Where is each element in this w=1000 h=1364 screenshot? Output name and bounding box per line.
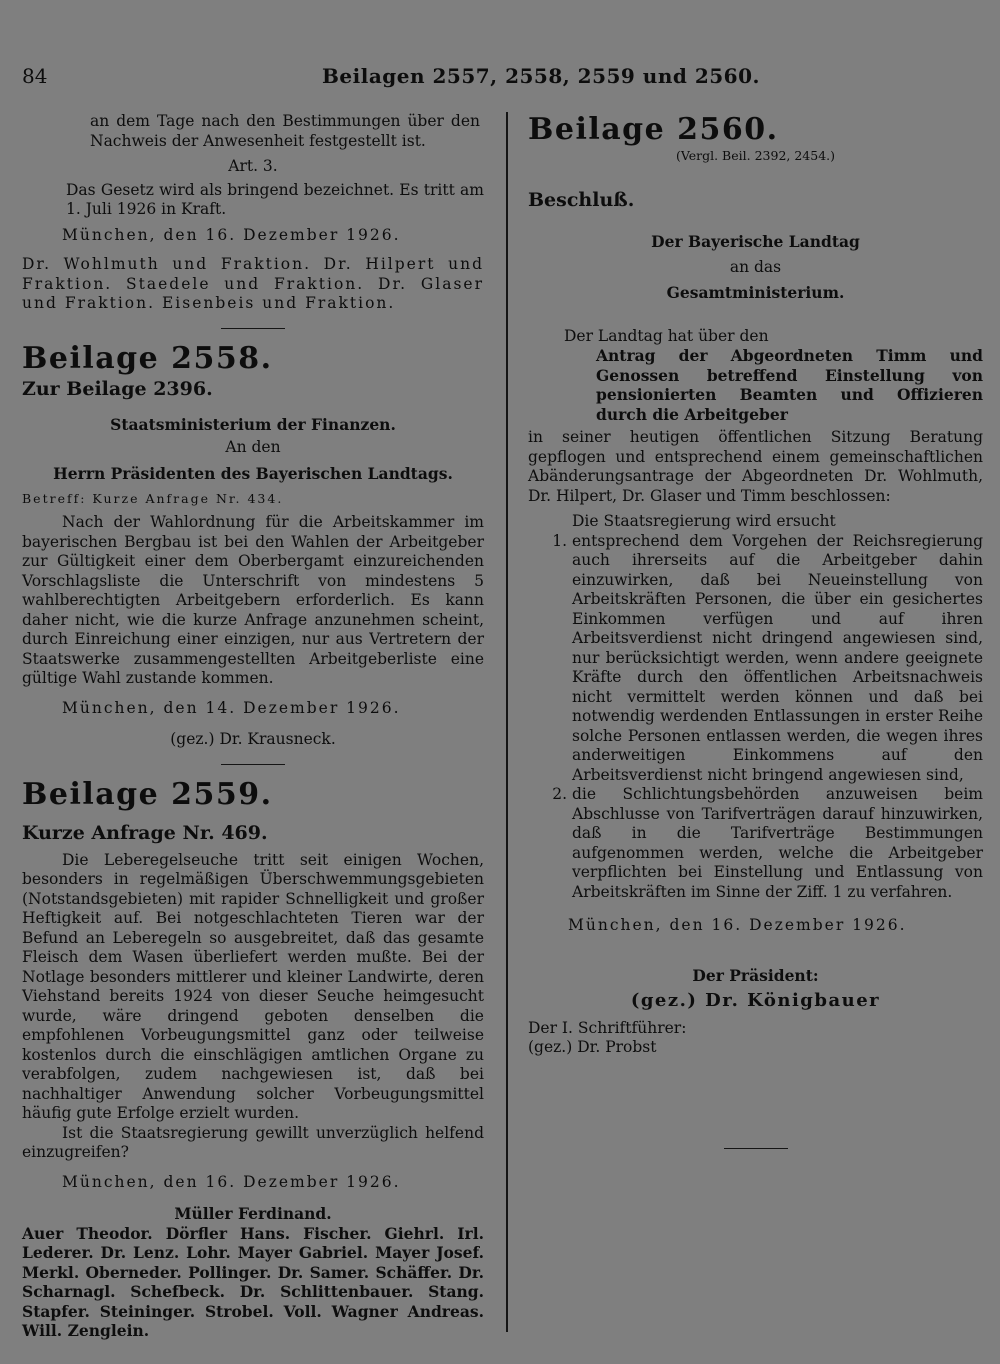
b2558-body: Nach der Wahlordnung für die Arbeitskammer im bayerischen Bergbau ist bei den Wahlen der Arbeitgeber zur Gültigkeit einer dem Oberbergamt einzureichenden Vorschlagsliste die Unterschrift von mindestens 5 wahlberechtigten Arbeitgebern erforderlich. Es kann daher nicht, wie die kurze Anfrage anzunehmen scheint, durch Einreichung einer einzigen, nur aus Vertretern der Staatswerke zusammengestellten Arbeitgeberliste eine gültige Wahl zustande kommen. xyxy=(22,513,484,687)
column-divider xyxy=(506,112,508,1332)
b2558-title: Beilage 2558. xyxy=(22,340,273,376)
section-rule xyxy=(221,764,285,765)
b2559-date: München, den 16. Dezember 1926. xyxy=(62,1172,401,1191)
president-label: Der Präsident: xyxy=(692,965,819,985)
b2557-text-2: Das Gesetz wird als bringend bezeichnet. Es tritt am 1. Juli 1926 in Kraft. xyxy=(66,180,484,218)
b2557-signers: Dr. Wohlmuth und Fraktion. Dr. Hilpert und Fraktion. Staedele und Fraktion. Dr. Glaser und Fraktion. Eisenbeis und Fraktion. xyxy=(22,255,484,312)
section-rule xyxy=(724,1148,788,1149)
b2557-art3: Art. 3. xyxy=(228,157,278,175)
b2559-title: Beilage 2559. xyxy=(22,776,273,812)
b2558-betreff: Betreff: Kurze Anfrage Nr. 434. xyxy=(22,491,284,506)
b2558-date: München, den 14. Dezember 1926. xyxy=(62,698,401,717)
b2560-to: Gesamtministerium. xyxy=(666,283,845,302)
right-column xyxy=(528,112,983,1149)
page-header xyxy=(22,64,982,94)
b2560-item-2: 2. die Schlichtungsbehörden anzuweisen beim Abschlusse von Tarifverträgen darauf hinzuwirken, daß in die Tarifverträge Bestimmungen aufgenommen werden, welche die Arbeitgeber verpflichten bei Einstellung und Entlassung von Arbeitskräften im Sinne der Ziff. 1 zu verfahren. xyxy=(572,785,983,902)
b2558-signature: (gez.) Dr. Krausneck. xyxy=(170,730,336,748)
b2560-body: in seiner heutigen öffentlichen Sitzung Beratung gepflogen und entsprechend einem gemeinschaftlichen Abänderungsantrage der Abgeordneten Dr. Wohlmuth, Dr. Hilpert, Dr. Glaser und Timm beschlossen: xyxy=(528,428,983,505)
secretary-label: Der I. Schriftführer: xyxy=(528,1018,687,1037)
b2560-intro: Der Landtag hat über den xyxy=(564,326,769,345)
section-rule xyxy=(221,328,285,329)
b2559-lead-signer: Müller Ferdinand. xyxy=(174,1204,332,1223)
b2559-subtitle: Kurze Anfrage Nr. 469. xyxy=(22,821,268,844)
b2560-antrag: Antrag der Abgeordneten Timm und Genossen betreffend Einstellung von pensionierten Beamten und Offizieren durch die Arbeitgeber xyxy=(596,346,983,424)
b2558-addressee: Herrn Präsidenten des Bayerischen Landtags. xyxy=(53,463,453,483)
b2560-item-1: 1. entsprechend dem Vorgehen der Reichsregierung auch ihrerseits auf die Arbeitgeber dahin einzuwirken, daß bei Neueinstellung von Arbeitskräften Personen, die über ein gesichertes Einkommen verfügen und auf ihren Arbeitsverdienst nicht dringend angewiesen sind, nur berücksichtigt werden, wenn andere geeignete Kräfte durch den öffentlichen Arbeitsnachweis nicht vermittelt werden können und daß bei notwendig werdenden Entlassungen in erster Reihe solche Personen entlassen werden, die wegen ihres anderweitigen Einkommens auf den Arbeitsverdienst nicht bringend angewiesen sind, xyxy=(572,532,983,786)
b2558-ministry: Staatsministerium der Finanzen. xyxy=(110,414,396,434)
b2560-items xyxy=(528,532,983,903)
b2560-date: München, den 16. Dezember 1926. xyxy=(568,916,907,934)
b2558-ref: Zur Beilage 2396. xyxy=(22,377,213,400)
b2560-from: Der Bayerische Landtag xyxy=(651,232,860,251)
b2557-date: München, den 16. Dezember 1926. xyxy=(62,225,401,244)
b2560-beschluss: Beschluß. xyxy=(528,189,635,211)
b2560-title: Beilage 2560. xyxy=(528,112,779,147)
president-signature: (gez.) Dr. Königbauer xyxy=(630,990,881,1011)
secretary-signature: (gez.) Dr. Probst xyxy=(528,1038,657,1056)
b2557-text-1: an dem Tage nach den Bestimmungen über den Nachweis der Anwesenheit festgestellt ist. xyxy=(90,112,480,150)
left-column xyxy=(22,112,484,1341)
b2560-ref: (Vergl. Beil. 2392, 2454.) xyxy=(675,148,836,163)
b2559-question: Ist die Staatsregierung gewillt unverzüglich helfend einzugreifen? xyxy=(22,1123,484,1161)
b2559-signers: Auer Theodor. Dörfler Hans. Fischer. Giehrl. Irl. Lederer. Dr. Lenz. Lohr. Mayer Gabriel. Mayer Josef. Merkl. Oberneder. Pollinger. Dr. Samer. Schäffer. Dr. Scharnagl. Schefbeck. Dr. Schlittenbauer. Stang. Stapfer. Steininger. Strobel. Voll. Wagner Andreas. Will. Zenglein. xyxy=(22,1223,484,1340)
b2560-request: Die Staatsregierung wird ersucht xyxy=(572,512,836,530)
page-number: 84 xyxy=(22,64,48,88)
b2558-an-den: An den xyxy=(225,438,281,456)
b2560-an-das: an das xyxy=(729,257,782,276)
b2559-body: Die Leberegelseuche tritt seit einigen Wochen, besonders in regelmäßigen Überschwemmungsgebieten (Notstandsgebieten) mit rapider Schnelligkeit und großer Heftigkeit auf. Bei notgeschlachteten Tieren war der Befund an Leberegeln so ausgebreitet, daß das gesamte Fleisch dem Wasen überliefert werden mußte. Bei der Notlage besonders mittlerer und kleiner Landwirte, deren Viehstand bereits 1924 von dieser Seuche heimgesucht wurde, wäre dringend geboten denselben die empfohlenen Vorbeugungsmittel ganz oder teilweise kostenlos durch die einschlägigen amtlichen Organe zu verabfolgen, zudem nachgewiesen ist, daß bei nachhaltiger Anwendung solcher Vorbeugungsmittel häufig gute Erfolge erzielt wurden. xyxy=(22,850,484,1122)
running-title: Beilagen 2557, 2558, 2559 und 2560. xyxy=(322,64,760,88)
